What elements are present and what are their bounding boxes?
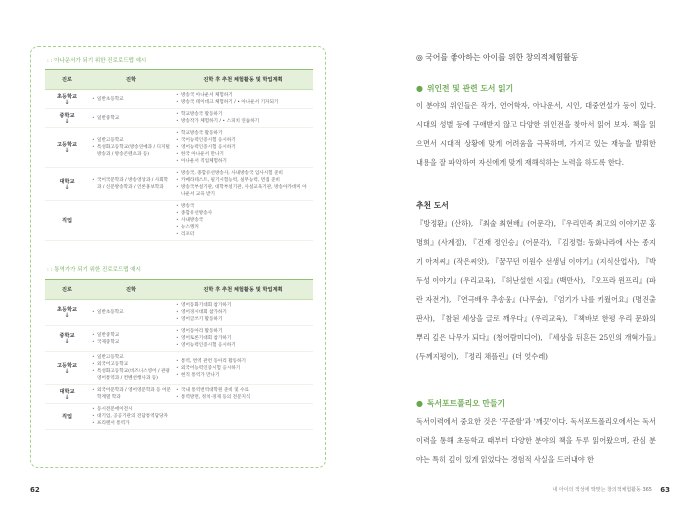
activity-cell [173,404,313,430]
stage-cell [45,352,89,385]
arrow-down-icon: ↓ [64,338,70,345]
footer-book-title: 내 아이의 적성에 딱맞는 창의적체험활동 365 [552,487,652,493]
list-item: • 영어동아리 활동하기 [181,328,311,335]
header-school: 진학 [89,70,173,90]
list-item: • 아나운서 직업체험하기 [181,158,311,165]
list-item: • 일반초등학교 [97,309,171,316]
table-row [45,128,313,168]
announcer-roadmap-table [45,69,313,241]
activity-cell [173,109,313,128]
stage-label: 중학교 [59,333,75,339]
stage-cell [45,300,89,326]
list-item: • 동시전문에이전시 [97,406,171,413]
list-item: • 방송국 [181,203,311,210]
list-item: • 현직 통역가 만나기 [181,372,311,379]
stage-cell [45,201,89,241]
header-activities: 진학 후 추천 체험활동 및 학업계획 [173,70,313,90]
heading-recommended-books: 추천 도서 [416,201,449,210]
list-item: • 방송국 테이데크 체험하기 / • 아나운서 기자되기 [181,99,311,106]
stage-label: 고등학교 [56,142,78,148]
interpreter-roadmap-table [45,279,313,430]
table-row [45,385,313,404]
list-item: • 방송국, 종합유선방송사, 사내방송국 입사시험 준비 [181,170,311,177]
arrow-down-icon: ↓ [64,367,70,375]
stage-cell [45,90,89,109]
activity-cell [173,90,313,109]
list-item: • 뉴스앵커 [181,224,311,231]
bullet-dot-icon: ● [416,84,423,93]
school-cell [89,300,173,326]
bullet-dot-icon: ● [416,399,423,408]
table-row [45,168,313,201]
list-item: • 카메라테스트, 필기시험능력, 실무능력, 면접 준비 [181,177,311,184]
stage-cell [45,404,89,430]
list-item: • 영어능력인증시험 응시하기 [181,144,311,151]
arrow-down-icon: ↓ [64,183,70,191]
activity-cell [173,352,313,385]
arrow-down-icon: ↓ [64,147,70,154]
roadmap-box [30,46,326,468]
list-item: • 영어능력인증시험 응시하기 [181,342,311,349]
list-item: • 리포터 [181,231,311,238]
interpreter-roadmap-title: : : 통역가가 되기 위한 진로로드맵 예시 [47,267,141,273]
stage-label: 고등학교 [56,362,78,369]
paragraph-biography-reading: 이 분야의 위인들은 작가, 언어학자, 아나운서, 시인, 대중연설가 등이 있다. 시대의 성별 등에 구애받지 않고 다양한 위인전을 찾아서 읽어 보자. 책을 읽으면서 시대적 상황에 맞게 어려움을 극복하며, 가지고 있는 재능을 발휘한 내용을 잘 파악하여 자신에게 맞게 재해석하는 노력을 하도록 한다. [416,101,656,167]
table-header-row [45,70,313,90]
school-cell [89,404,173,430]
arrow-down-icon: ↓ [64,98,70,106]
activity-cell [173,128,313,168]
list-item: • 일반중학교 [97,332,171,339]
list-item: • 학교방송국 활동하기 [181,111,311,118]
school-cell [89,201,173,241]
school-cell [89,90,173,109]
school-cell [89,326,173,352]
table-row [45,352,313,385]
page-number-right: 63 [660,486,670,494]
paragraph-recommended-books: 『방정환』(산하), 『최술 최현배』(어문각), 『우리민족 최고의 이야기꾼 홍명희』(사계절), 『건재 정인승』(어문각), 『김정렬: 동화나라에 사는 종지기 아저씨』(작은씨앗), 『꿈꾸던 이원수 선생님 이야기』(지식산업사), 『박두성 이야기』(우리교육), 『허난설헌 시집』(백만사), 『오프라 윈프리』(파란 자전거), 『연극배우 추송웅』(나무숲), 『엄기가 나를 키웠어요』(명진출판사), 『참된 세상을 글로 깨우다』(우리교육), 『책바보 한평 우리 문화의 뿌리 깊은 나무가 되다』(청어람미디어), 『세상을 뒤흔든 25인의 개혁가들』(두께지평이), 『정리 채플린』(더 엇수레) [416,219,656,361]
list-item: • 영어동화기대회 참가하기 [181,302,311,309]
table-row [45,90,313,109]
announcer-roadmap-title: : : 아나운서가 되기 위한 진로로드맵 예시 [47,58,147,64]
list-item: • 방송작가 체험하기 / • 스피치 연습하기 [181,118,311,125]
list-item: • 일반초등학교 [97,96,171,103]
school-cell [89,109,173,128]
table-row [45,326,313,352]
list-item: • 학교방송국 활동하기 [181,130,311,137]
stage-label: 초등학교 [56,307,78,313]
section-main-title: ◎ 국어를 좋아하는 아이를 위한 창의적체험활동 [416,53,579,62]
activity-cell [173,300,313,326]
stage-label: 중학교 [59,112,75,119]
school-cell [89,385,173,404]
header-career: 진로 [45,280,89,300]
list-item: • 국어국문학과 / 방송영상과 / 사회학과 / 신문방송학과 / 언론홍보학과 [97,177,171,191]
stage-label: 직업 [61,218,73,224]
list-item: • 일반고등학교 [97,354,171,361]
heading-biography-reading: ● 위인전 및 관련 도서 읽기 [416,84,514,93]
list-item: • 사내방송국 [181,217,311,224]
activity-cell [173,201,313,241]
list-item: • 외국어고등학교 [97,361,171,368]
stage-label: 직업 [61,414,73,420]
list-item: • 외국어문학과 / 영어영문학과 등 어문학계열 학과 [97,387,171,401]
table-header-row [45,280,313,300]
arrow-down-icon: ↓ [64,393,70,401]
list-item: • 국어능력인증시험 응시하기 [181,137,311,144]
list-item: • 방송국 아나운서 체험하기 [181,92,311,99]
table-row [45,300,313,326]
table-row [45,201,313,241]
list-item: • 외국어능력인증시험 응시하기 [181,365,311,372]
list-item: • 영어글쓰기 활동하기 [181,316,311,323]
stage-label: 대학교 [59,178,75,185]
header-activities: 진학 후 추천 체험활동 및 학업계획 [173,280,313,300]
list-item: • 영어토론기대회 참가하기 [181,335,311,342]
stage-label: 대학교 [59,388,75,395]
activity-cell [173,326,313,352]
list-item: • 통역방면, 정치·경제 등의 전문지식 [181,394,311,401]
school-cell [89,352,173,385]
list-item: • 영어경시대회 참가하기 [181,309,311,316]
header-school: 진학 [89,280,173,300]
list-item: • 국내 통역번역대학원 준비 및 수료 [181,387,311,394]
right-page [350,0,700,518]
list-item: • 특성화고등학교(비즈니스영어 / 관광영어통역과 / 컨벤션행사과 등) [97,368,171,382]
arrow-down-icon: ↓ [64,117,70,125]
stage-cell [45,109,89,128]
school-cell [89,128,173,168]
list-item: • 일반고등학교 [97,137,171,144]
header-career: 진로 [45,70,89,90]
stage-cell [45,326,89,352]
list-item: • 방송국부설기관, 대학부설기관, 사설교육기관, 방송아카데미 아나운서 교육 받기 [181,184,311,198]
activity-cell [173,168,313,201]
arrow-down-icon: ↓ [64,312,70,319]
list-item: • 특성화고등학교(방송연예과 / 디지털방송과 / 방송콘텐츠과 등) [97,144,171,158]
list-item: • 일반중학교 [97,115,171,122]
page-number-left: 62 [30,486,40,494]
list-item: • 국제중학교 [97,339,171,346]
school-cell [89,168,173,201]
activity-cell [173,385,313,404]
table-row [45,404,313,430]
list-item: • 한국 아나운서 만나기 [181,151,311,158]
list-item: • 대기업, 공공기관의 전담통역담당자 [97,413,171,420]
list-item: • 통역, 번역 관련 동아리 활동하기 [181,358,311,365]
list-item: • 종합유선방송사 [181,210,311,217]
stage-label: 초등학교 [56,93,78,100]
table-row [45,109,313,128]
paragraph-reading-portfolio: 독서이력에서 중요한 것은 '꾸준함'과 '깨끗'이다. 독서포트폴리오에서는 독서이력을 통해 초등학교 때부터 다양한 분야의 책을 두루 읽어왔으며, 관심 분야는 특히 깊이 있게 읽었다는 경험적 사실을 드러내야 한 [416,417,656,464]
stage-cell [45,385,89,404]
stage-cell [45,128,89,168]
stage-cell [45,168,89,201]
list-item: • 프리랜서 통역가 [97,420,171,427]
heading-reading-portfolio: ● 독서포트폴리오 만들기 [416,399,506,408]
